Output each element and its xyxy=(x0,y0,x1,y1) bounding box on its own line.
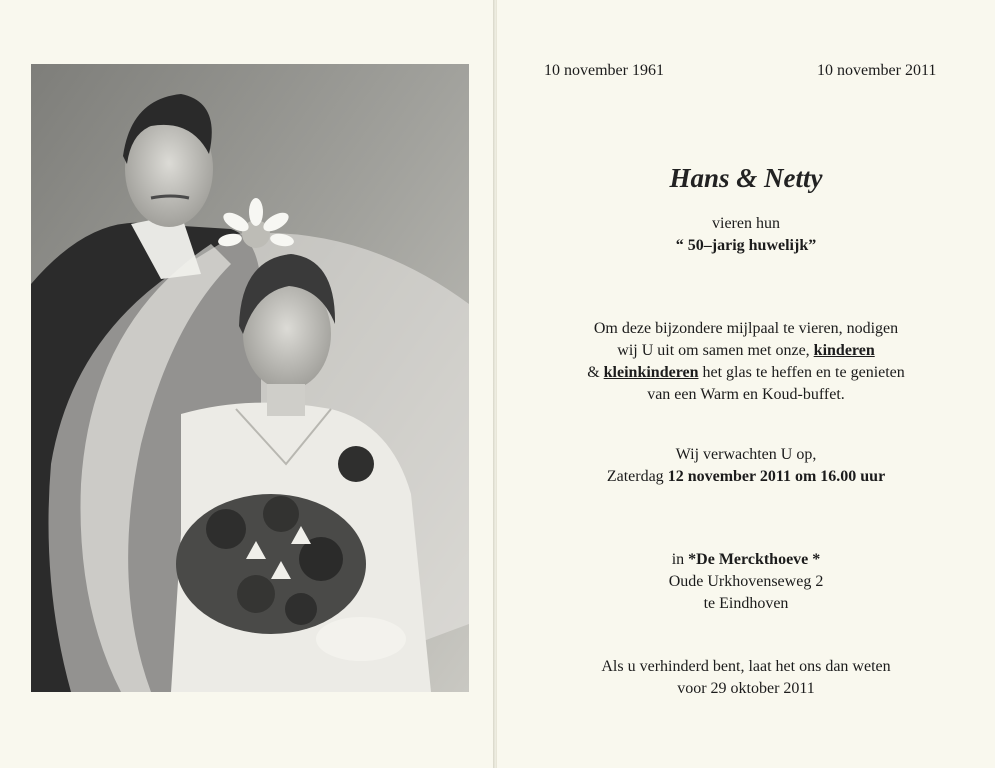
wedding-photo-illustration xyxy=(31,64,469,692)
anniversary-date: 10 november 2011 xyxy=(817,62,937,79)
venue-city: te Eindhoven xyxy=(703,595,789,612)
event-day: Zaterdag xyxy=(606,468,668,485)
event-datetime xyxy=(497,466,995,488)
para-line-3-post: het glas te heffen en te genieten xyxy=(698,364,905,381)
venue-name: *De Merckthoeve * xyxy=(688,551,821,568)
occasion-text: “ 50–jarig huwelijk” xyxy=(675,237,817,254)
para-line-2-text: wij U uit om samen met onze, xyxy=(617,342,814,359)
invitation-paragraph xyxy=(497,318,995,406)
para-line-2 xyxy=(497,340,995,362)
venue-street: Oude Urkhovenseweg 2 xyxy=(668,573,824,590)
para-line-4: van een Warm en Koud-buffet. xyxy=(647,386,845,403)
wedding-date: 10 november 1961 xyxy=(544,62,664,79)
wedding-photo xyxy=(31,64,469,692)
left-card-panel xyxy=(0,0,493,768)
couple-names: Hans & Netty xyxy=(669,163,823,193)
celebrate-text: vieren hun xyxy=(712,215,780,232)
rsvp-line-2: voor 29 oktober 2011 xyxy=(677,680,815,697)
venue-prefix: in xyxy=(671,551,689,568)
para-line-3-pre: & xyxy=(587,364,604,381)
venue-line xyxy=(497,549,995,571)
event-date-time: 12 november 2011 om 16.00 uur xyxy=(667,468,886,485)
para-line-1: Om deze bijzondere mijlpaal te vieren, nodigen xyxy=(593,320,899,337)
para-line-3 xyxy=(497,362,995,384)
right-card-panel xyxy=(497,0,995,768)
rsvp-line-1: Als u verhinderd bent, laat het ons dan weten xyxy=(601,658,891,675)
expect-text: Wij verwachten U op, xyxy=(675,446,817,463)
kinderen-text: kinderen xyxy=(813,342,875,359)
kleinkinderen-text: kleinkinderen xyxy=(603,364,699,381)
